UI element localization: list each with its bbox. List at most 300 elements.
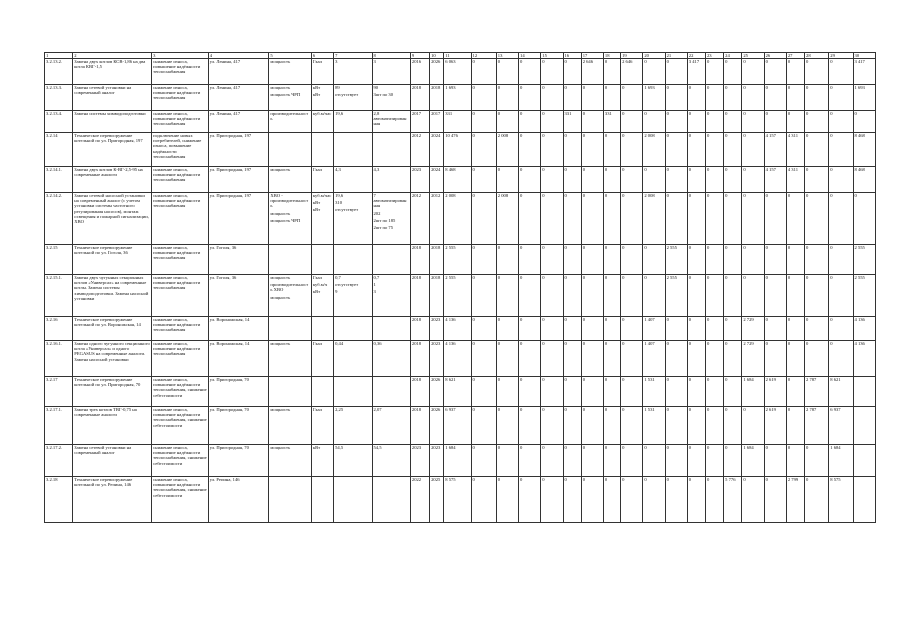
cost-cell: 0 <box>621 377 643 407</box>
cost-cell: 0 <box>471 445 496 477</box>
cost-cell: 0 <box>687 377 705 407</box>
measure-purpose: снижение износа, повышение надёжности теплоснабжения <box>152 167 209 193</box>
end-year: 2012 <box>430 193 444 245</box>
cost-cell: 2 555 <box>665 275 687 317</box>
value-before <box>334 317 372 341</box>
cost-cell: 0 <box>724 275 742 317</box>
cost-cell: 0 <box>496 341 518 377</box>
cost-cell: 0 <box>541 275 563 317</box>
object-address: ул. Пригородная, 70 <box>208 407 269 445</box>
cost-cell: 0 <box>742 275 764 317</box>
cost-cell: 0 <box>563 445 581 477</box>
row-number: 3.2.13.3. <box>45 85 73 111</box>
cost-cell: 1 684 <box>742 445 764 477</box>
cost-cell: 8 468 <box>853 167 875 193</box>
cost-cell: 0 <box>541 317 563 341</box>
cost-cell: 0 <box>541 377 563 407</box>
value-after-line: 0,7 <box>373 275 380 280</box>
cost-cell: 0 <box>563 275 581 317</box>
cost-cell: 0 <box>581 275 603 317</box>
indicator-name <box>269 133 311 167</box>
column-number: 26 <box>764 53 786 59</box>
cost-cell: 0 <box>541 133 563 167</box>
total-cost: 2 555 <box>444 275 471 317</box>
value-before-line: 0,44 <box>335 341 344 346</box>
value-after-line: 3 <box>373 289 376 295</box>
cost-cell: 0 <box>786 193 804 245</box>
cost-cell: 4 157 <box>764 167 786 193</box>
object-address: ул. Репина, 146 <box>208 477 269 523</box>
cost-cell: 0 <box>603 275 620 317</box>
table-row <box>45 133 876 167</box>
cost-cell: 0 <box>519 377 541 407</box>
cost-cell: 0 <box>581 245 603 275</box>
column-number: 19 <box>621 53 643 59</box>
cost-cell: 0 <box>471 341 496 377</box>
table-row <box>45 407 876 445</box>
cost-cell: 0 <box>724 245 742 275</box>
start-year: 2012 <box>410 133 429 167</box>
indicator-unit <box>311 377 333 407</box>
indicator-name-line: мощность <box>270 407 291 412</box>
cost-cell <box>853 407 875 445</box>
cost-cell: 0 <box>603 133 620 167</box>
start-year: 2018 <box>410 85 429 111</box>
indicator-unit-line: кВт <box>312 445 321 450</box>
cost-cell: 0 <box>621 477 643 523</box>
cost-cell: 0 <box>665 407 687 445</box>
cost-cell: 0 <box>541 341 563 377</box>
measure-name: Техническое перевооружение котельной по ул. Репина, 146 <box>73 477 152 523</box>
cost-cell: 0 <box>603 317 620 341</box>
value-before-line: 2,25 <box>335 407 344 412</box>
cost-cell: 6 937 <box>829 407 853 445</box>
indicator-name <box>269 245 311 275</box>
cost-cell: 0 <box>829 341 853 377</box>
value-after <box>372 341 410 377</box>
row-number: 3.2.13.2. <box>45 59 73 85</box>
indicator-name <box>269 275 311 317</box>
measure-name: Замена сетевой установки на современный аналог <box>73 445 152 477</box>
cost-cell: 0 <box>742 59 764 85</box>
cost-cell: 0 <box>496 275 518 317</box>
cost-cell: 0 <box>496 167 518 193</box>
column-number: 28 <box>805 53 829 59</box>
value-after-line: 202 <box>373 210 381 216</box>
column-number: 12 <box>471 53 496 59</box>
cost-cell: 0 <box>764 59 786 85</box>
cost-cell: 0 <box>603 445 620 477</box>
cost-cell: 0 <box>724 407 742 445</box>
value-after <box>372 317 410 341</box>
cost-cell: 1 531 <box>643 407 665 445</box>
column-number: 4 <box>208 53 269 59</box>
total-cost: 4 136 <box>444 317 471 341</box>
indicator-name <box>269 377 311 407</box>
cost-cell: 0 <box>519 445 541 477</box>
cost-cell: 1 531 <box>643 377 665 407</box>
cost-cell: 0 <box>519 407 541 445</box>
cost-cell: 0 <box>603 167 620 193</box>
start-year: 2022 <box>410 477 429 523</box>
column-number: 29 <box>829 53 853 59</box>
cost-cell: 0 <box>471 477 496 523</box>
cost-cell: 0 <box>541 59 563 85</box>
start-year: 2023 <box>410 167 429 193</box>
cost-cell: 0 <box>563 317 581 341</box>
column-number: 9 <box>410 53 429 59</box>
cost-cell: 0 <box>724 167 742 193</box>
object-address: ул. Пригородная, 197 <box>208 193 269 245</box>
cost-cell: 0 <box>541 111 563 133</box>
object-address: ул. Ленина, 417 <box>208 111 269 133</box>
cost-cell: 2 555 <box>665 245 687 275</box>
object-address: ул. Гоголя, 36 <box>208 275 269 317</box>
indicator-unit-line: кВт <box>312 92 321 98</box>
column-number: 30 <box>853 53 875 59</box>
cost-cell: 0 <box>786 377 804 407</box>
cost-cell: 0 <box>742 167 764 193</box>
measure-purpose: снижение износа, повышение надёжности теплоснабжения <box>152 275 209 317</box>
table-row <box>45 477 876 523</box>
cost-cell: 0 <box>563 85 581 111</box>
value-before <box>334 111 372 133</box>
indicator-name-line: мощность <box>270 275 291 280</box>
cost-cell: 0 <box>665 167 687 193</box>
cost-cell: 0 <box>581 133 603 167</box>
total-cost: 4 136 <box>444 341 471 377</box>
cost-cell: 0 <box>687 167 705 193</box>
cost-cell: 0 <box>643 245 665 275</box>
object-address: ул. Ленина, 417 <box>208 59 269 85</box>
cost-cell: 0 <box>786 341 804 377</box>
start-year: 2018 <box>410 407 429 445</box>
measure-name: Техническое перевооружение котельной по ул. Пригородная, 197 <box>73 133 152 167</box>
indicator-name <box>269 445 311 477</box>
value-before <box>334 193 372 245</box>
total-cost: 2 008 <box>444 193 471 245</box>
value-before <box>334 85 372 111</box>
cost-cell: 0 <box>621 167 643 193</box>
value-after <box>372 167 410 193</box>
cost-cell: 0 <box>805 193 829 245</box>
measure-name: Замена одного чугунного секционного котла «Универсал» и одного PEGASUS на современные аналоги. Замена насосной установки <box>73 341 152 377</box>
cost-cell: 0 <box>805 59 829 85</box>
measure-purpose: снижение износа, повышение надёжности теплоснабжения <box>152 111 209 133</box>
start-year: 2018 <box>410 245 429 275</box>
indicator-name-line: мощность <box>270 294 291 300</box>
indicator-unit-line: куб.м/час <box>312 193 332 198</box>
cost-cell: 0 <box>724 317 742 341</box>
indicator-name <box>269 193 311 245</box>
measure-name: Техническое перевооружение котельной по ул. Вороножская, 14 <box>73 317 152 341</box>
column-number: 6 <box>311 53 333 59</box>
cost-cell: 0 <box>471 111 496 133</box>
cost-cell: 0 <box>742 477 764 523</box>
cost-cell: 0 <box>471 59 496 85</box>
cost-cell: 4 157 <box>764 133 786 167</box>
value-before <box>334 377 372 407</box>
value-before <box>334 133 372 167</box>
end-year: 2023 <box>430 341 444 377</box>
cost-cell: 0 <box>519 59 541 85</box>
column-number: 11 <box>444 53 471 59</box>
value-before-line: 19,6 <box>335 193 344 198</box>
cost-cell: 0 <box>829 193 853 245</box>
total-cost: 331 <box>444 111 471 133</box>
cost-cell: 0 <box>687 477 705 523</box>
value-before-line: 3 <box>335 59 338 64</box>
indicator-unit-line: Гкал <box>312 167 323 172</box>
value-before-line: отсутствует <box>335 282 359 288</box>
value-before <box>334 445 372 477</box>
value-before-line: отсутствует <box>335 92 359 98</box>
cost-cell: 0 <box>829 59 853 85</box>
value-after-line: 3шт по 30 <box>373 92 393 98</box>
cost-cell: 0 <box>786 445 804 477</box>
indicator-unit <box>311 59 333 85</box>
cost-cell: 0 <box>563 167 581 193</box>
column-number: 23 <box>705 53 723 59</box>
value-after <box>372 193 410 245</box>
cost-cell: 0 <box>764 85 786 111</box>
cost-cell: 0 <box>786 59 804 85</box>
indicator-name-line: мощность <box>270 210 291 216</box>
value-after-line: 2шт по 75 <box>373 225 393 231</box>
column-number: 25 <box>742 53 764 59</box>
column-number: 16 <box>563 53 581 59</box>
cost-cell: 0 <box>541 167 563 193</box>
start-year: 2018 <box>410 275 429 317</box>
cost-cell: 0 <box>603 377 620 407</box>
indicator-name-line: мощность <box>270 59 291 64</box>
cost-cell: 0 <box>621 407 643 445</box>
cost-cell: 2 008 <box>643 133 665 167</box>
object-address: ул. Вороножская, 14 <box>208 341 269 377</box>
object-address: ул. Ленина, 417 <box>208 85 269 111</box>
cost-cell: 0 <box>519 85 541 111</box>
cost-cell: 0 <box>742 85 764 111</box>
cost-cell: 0 <box>829 317 853 341</box>
cost-cell: 0 <box>581 407 603 445</box>
cost-cell: 0 <box>496 445 518 477</box>
cost-cell: 0 <box>705 133 723 167</box>
total-cost: 6 937 <box>444 407 471 445</box>
start-year: 2018 <box>410 377 429 407</box>
total-cost: 8 621 <box>444 377 471 407</box>
cost-cell: 2 008 <box>643 193 665 245</box>
indicator-name <box>269 59 311 85</box>
indicator-unit-line: куб.м/час <box>312 111 332 116</box>
cost-cell: 0 <box>786 407 804 445</box>
cost-cell: 0 <box>471 275 496 317</box>
indicator-name <box>269 317 311 341</box>
column-number: 20 <box>643 53 665 59</box>
row-number: 3.2.16.1. <box>45 341 73 377</box>
cost-cell: 0 <box>471 133 496 167</box>
cost-cell: 0 <box>621 133 643 167</box>
cost-cell: 0 <box>742 245 764 275</box>
cost-cell: 0 <box>665 477 687 523</box>
cost-cell: 2 646 <box>581 59 603 85</box>
end-year: 2026 <box>430 59 444 85</box>
value-before-line: 89 <box>335 85 340 90</box>
cost-cell: 0 <box>805 341 829 377</box>
indicator-name-line: производительность ХВО <box>270 282 309 293</box>
column-number: 21 <box>665 53 687 59</box>
cost-cell: 0 <box>581 167 603 193</box>
cost-cell: 0 <box>705 167 723 193</box>
value-after-line: 2,8 автоматизированная <box>373 111 407 127</box>
measure-purpose: снижение износа, повышение надёжности теплоснабжения <box>152 341 209 377</box>
cost-cell: 0 <box>705 59 723 85</box>
cost-cell: 0 <box>687 133 705 167</box>
cost-cell: 0 <box>805 245 829 275</box>
cost-cell: 8 468 <box>853 133 875 167</box>
cost-cell: 0 <box>603 245 620 275</box>
indicator-name-line: мощность <box>270 341 291 346</box>
indicator-unit-line: кВт <box>312 207 321 213</box>
cost-cell: 0 <box>724 85 742 111</box>
row-number: 3.2.17.1. <box>45 407 73 445</box>
value-after <box>372 407 410 445</box>
cost-cell: 0 <box>581 193 603 245</box>
row-number: 3.2.14 <box>45 133 73 167</box>
measure-purpose: снижение износа, повышение надёжности теплоснабжения, снижение себестоимости <box>152 445 209 477</box>
measure-purpose: снижение износа, повышение надёжности теплоснабжения, снижение себестоимости <box>152 407 209 445</box>
cost-cell: 0 <box>742 111 764 133</box>
measure-name: Замена сетевой установки на современный аналог <box>73 85 152 111</box>
cost-cell: 0 <box>665 133 687 167</box>
end-year: 2023 <box>430 445 444 477</box>
indicator-unit <box>311 193 333 245</box>
cost-cell: 0 <box>805 477 829 523</box>
end-year: 2026 <box>430 377 444 407</box>
value-after <box>372 111 410 133</box>
cost-cell: 0 <box>805 167 829 193</box>
cost-cell: 0 <box>786 85 804 111</box>
value-after-line: 4,3 <box>373 167 380 172</box>
total-cost: 6 063 <box>444 59 471 85</box>
row-number: 3.2.15.1. <box>45 275 73 317</box>
table-row <box>45 245 876 275</box>
value-after <box>372 85 410 111</box>
cost-cell: 0 <box>705 85 723 111</box>
value-after <box>372 133 410 167</box>
indicator-unit <box>311 111 333 133</box>
measure-name: Замена двух котлов К-ВГ-2,5-95 на современные аналоги <box>73 167 152 193</box>
cost-cell: 0 <box>805 111 829 133</box>
cost-cell: 0 <box>764 275 786 317</box>
indicator-unit <box>311 167 333 193</box>
end-year: 2018 <box>430 275 444 317</box>
cost-cell: 0 <box>742 407 764 445</box>
cost-cell: 0 <box>563 341 581 377</box>
cost-cell: 0 <box>724 59 742 85</box>
total-cost: 1 693 <box>444 85 471 111</box>
cost-cell: 0 <box>665 445 687 477</box>
cost-cell: 0 <box>496 477 518 523</box>
cost-cell: 0 <box>541 477 563 523</box>
cost-cell: 5 776 <box>724 477 742 523</box>
cost-cell: 0 <box>471 85 496 111</box>
cost-cell: 0 <box>805 133 829 167</box>
total-cost: 10 476 <box>444 133 471 167</box>
indicator-name-line: мощность ЧРП <box>270 217 301 223</box>
cost-cell: 0 <box>805 317 829 341</box>
cost-cell: 0 <box>829 85 853 111</box>
indicator-name-line: мощность <box>270 445 291 450</box>
cost-cell: 0 <box>687 275 705 317</box>
value-after-line: 54,5 <box>373 445 382 450</box>
cost-cell: 0 <box>764 341 786 377</box>
value-after-line: 7 автоматизированная <box>373 193 407 209</box>
cost-cell: 0 <box>471 407 496 445</box>
cost-cell: 0 <box>665 341 687 377</box>
end-year: 2025 <box>430 477 444 523</box>
indicator-unit <box>311 275 333 317</box>
cost-cell: 0 <box>705 407 723 445</box>
cost-cell <box>853 445 875 477</box>
indicator-unit <box>311 317 333 341</box>
cost-cell: 0 <box>724 193 742 245</box>
row-number: 3.2.17.2. <box>45 445 73 477</box>
cost-cell: 0 <box>786 111 804 133</box>
value-before-line: 0,7 <box>335 275 341 280</box>
measure-name: Замена двух котлов КСВ-1,86 на два котла КВГ-1,5 <box>73 59 152 85</box>
cost-cell: 0 <box>705 445 723 477</box>
measure-name: Замена системы химводоподготовки <box>73 111 152 133</box>
cost-cell: 0 <box>724 133 742 167</box>
cost-cell: 0 <box>541 193 563 245</box>
measure-purpose: снижение износа, повышение надёжности теплоснабжения, снижение себестоимости <box>152 477 209 523</box>
indicator-unit-line: кВт <box>312 85 321 90</box>
end-year: 2018 <box>430 245 444 275</box>
indicator-unit-line: Гкал <box>312 59 323 64</box>
row-number: 3.2.14.1. <box>45 167 73 193</box>
cost-cell: 0 <box>621 341 643 377</box>
cost-cell: 0 <box>581 445 603 477</box>
cost-cell: 0 <box>764 477 786 523</box>
measure-purpose: подключение новых потребителей, снижение износа, повышение надёжности теплоснабжения <box>152 133 209 167</box>
table-row <box>45 341 876 377</box>
cost-cell: 4 136 <box>853 341 875 377</box>
measure-purpose: снижение износа, повышение надёжности теплоснабжения <box>152 59 209 85</box>
column-number: 24 <box>724 53 742 59</box>
row-number: 3.2.13.4. <box>45 111 73 133</box>
cost-cell: 2 787 <box>805 377 829 407</box>
cost-cell: 0 <box>471 245 496 275</box>
total-cost: 8 575 <box>444 477 471 523</box>
cost-cell: 0 <box>805 85 829 111</box>
indicator-name <box>269 341 311 377</box>
column-number: 18 <box>603 53 620 59</box>
cost-cell: 0 <box>705 193 723 245</box>
cost-cell: 0 <box>764 193 786 245</box>
cost-cell: 0 <box>563 245 581 275</box>
cost-cell: 0 <box>829 167 853 193</box>
cost-cell <box>853 377 875 407</box>
cost-cell: 2 646 <box>621 59 643 85</box>
cost-cell: 0 <box>519 275 541 317</box>
start-year: 2016 <box>410 59 429 85</box>
cost-cell: 0 <box>805 445 829 477</box>
cost-cell: 0 <box>829 275 853 317</box>
total-cost: 2 555 <box>444 245 471 275</box>
cost-cell: 3 417 <box>853 59 875 85</box>
cost-cell: 2 729 <box>742 317 764 341</box>
cost-cell: 0 <box>643 275 665 317</box>
